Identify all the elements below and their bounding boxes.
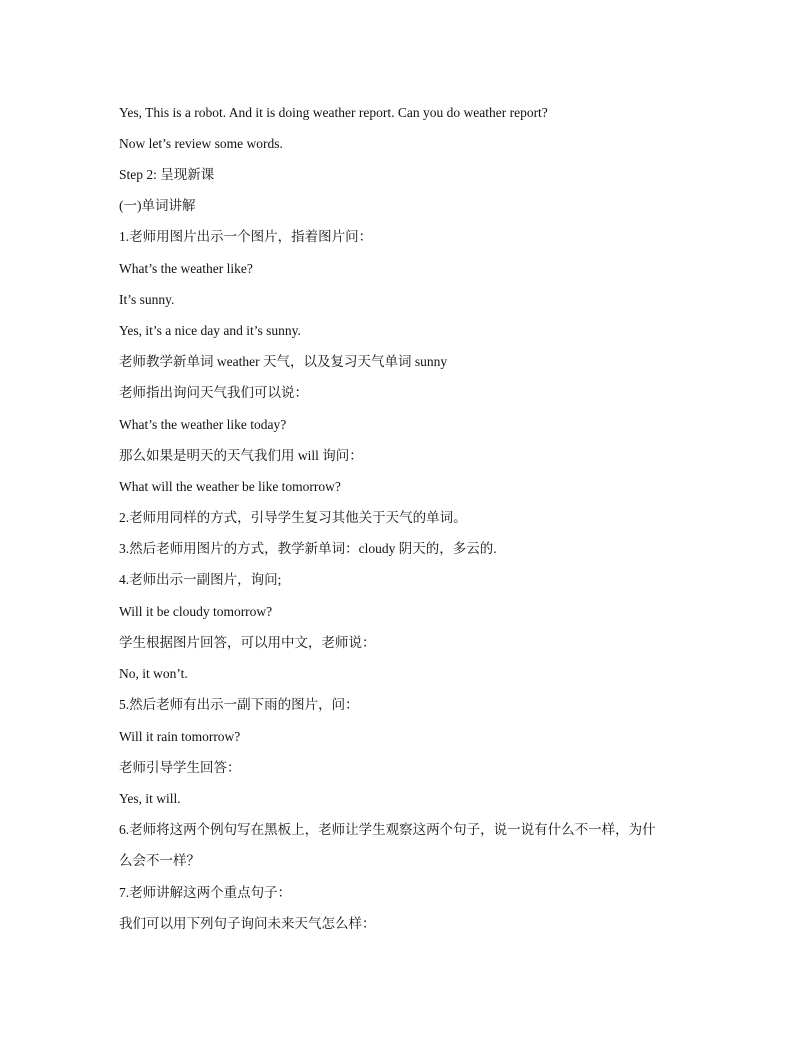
text-line: 4.老师出示一副图片，询问; bbox=[119, 572, 282, 587]
text-line: Will it be cloudy tomorrow? bbox=[119, 604, 273, 619]
section-heading: (一)单词讲解 bbox=[119, 198, 196, 213]
text-line: What will the weather be like tomorrow? bbox=[119, 479, 341, 494]
text-line: 老师教学新单词 weather 天气，以及复习天气单词 sunny bbox=[119, 354, 448, 369]
text-line: 老师引导学生回答： bbox=[119, 760, 241, 775]
text-line: No, it won’t. bbox=[119, 666, 188, 681]
text-line: Yes, This is a robot. And it is doing weather report. Can you do weather report? bbox=[119, 105, 548, 120]
text-line: 7.老师讲解这两个重点句子： bbox=[119, 885, 292, 900]
text-line: 老师指出询问天气我们可以说： bbox=[119, 385, 308, 400]
text-line: Yes, it’s a nice day and it’s sunny. bbox=[119, 323, 301, 338]
text-line: What’s the weather like today? bbox=[119, 417, 287, 432]
text-line: 1.老师用图片出示一个图片，指着图片问： bbox=[119, 229, 373, 244]
text-line: Step 2: 呈现新课 bbox=[119, 167, 215, 182]
text-line: 我们可以用下列句子询问未来天气怎么样： bbox=[119, 916, 376, 931]
text-line: Will it rain tomorrow? bbox=[119, 729, 241, 744]
text-line: 6.老师将这两个例句写在黑板上，老师让学生观察这两个句子，说一说有什么不一样，为什 bbox=[119, 822, 656, 837]
text-line: Yes, it will. bbox=[119, 791, 181, 806]
text-line: Now let’s review some words. bbox=[119, 136, 283, 151]
text-line: What’s the weather like? bbox=[119, 261, 253, 276]
text-line: 3.然后老师用图片的方式，教学新单词：cloudy 阴天的，多云的. bbox=[119, 541, 497, 556]
text-line: 学生根据图片回答，可以用中文，老师说： bbox=[119, 635, 376, 650]
text-line: It’s sunny. bbox=[119, 292, 175, 307]
text-line: 么会不一样？ bbox=[119, 853, 200, 868]
text-line: 那么如果是明天的天气我们用 will 询问： bbox=[119, 448, 363, 463]
text-line: 2.老师用同样的方式，引导学生复习其他关于天气的单词。 bbox=[119, 510, 467, 525]
text-line: 5.然后老师有出示一副下雨的图片，问： bbox=[119, 697, 359, 712]
